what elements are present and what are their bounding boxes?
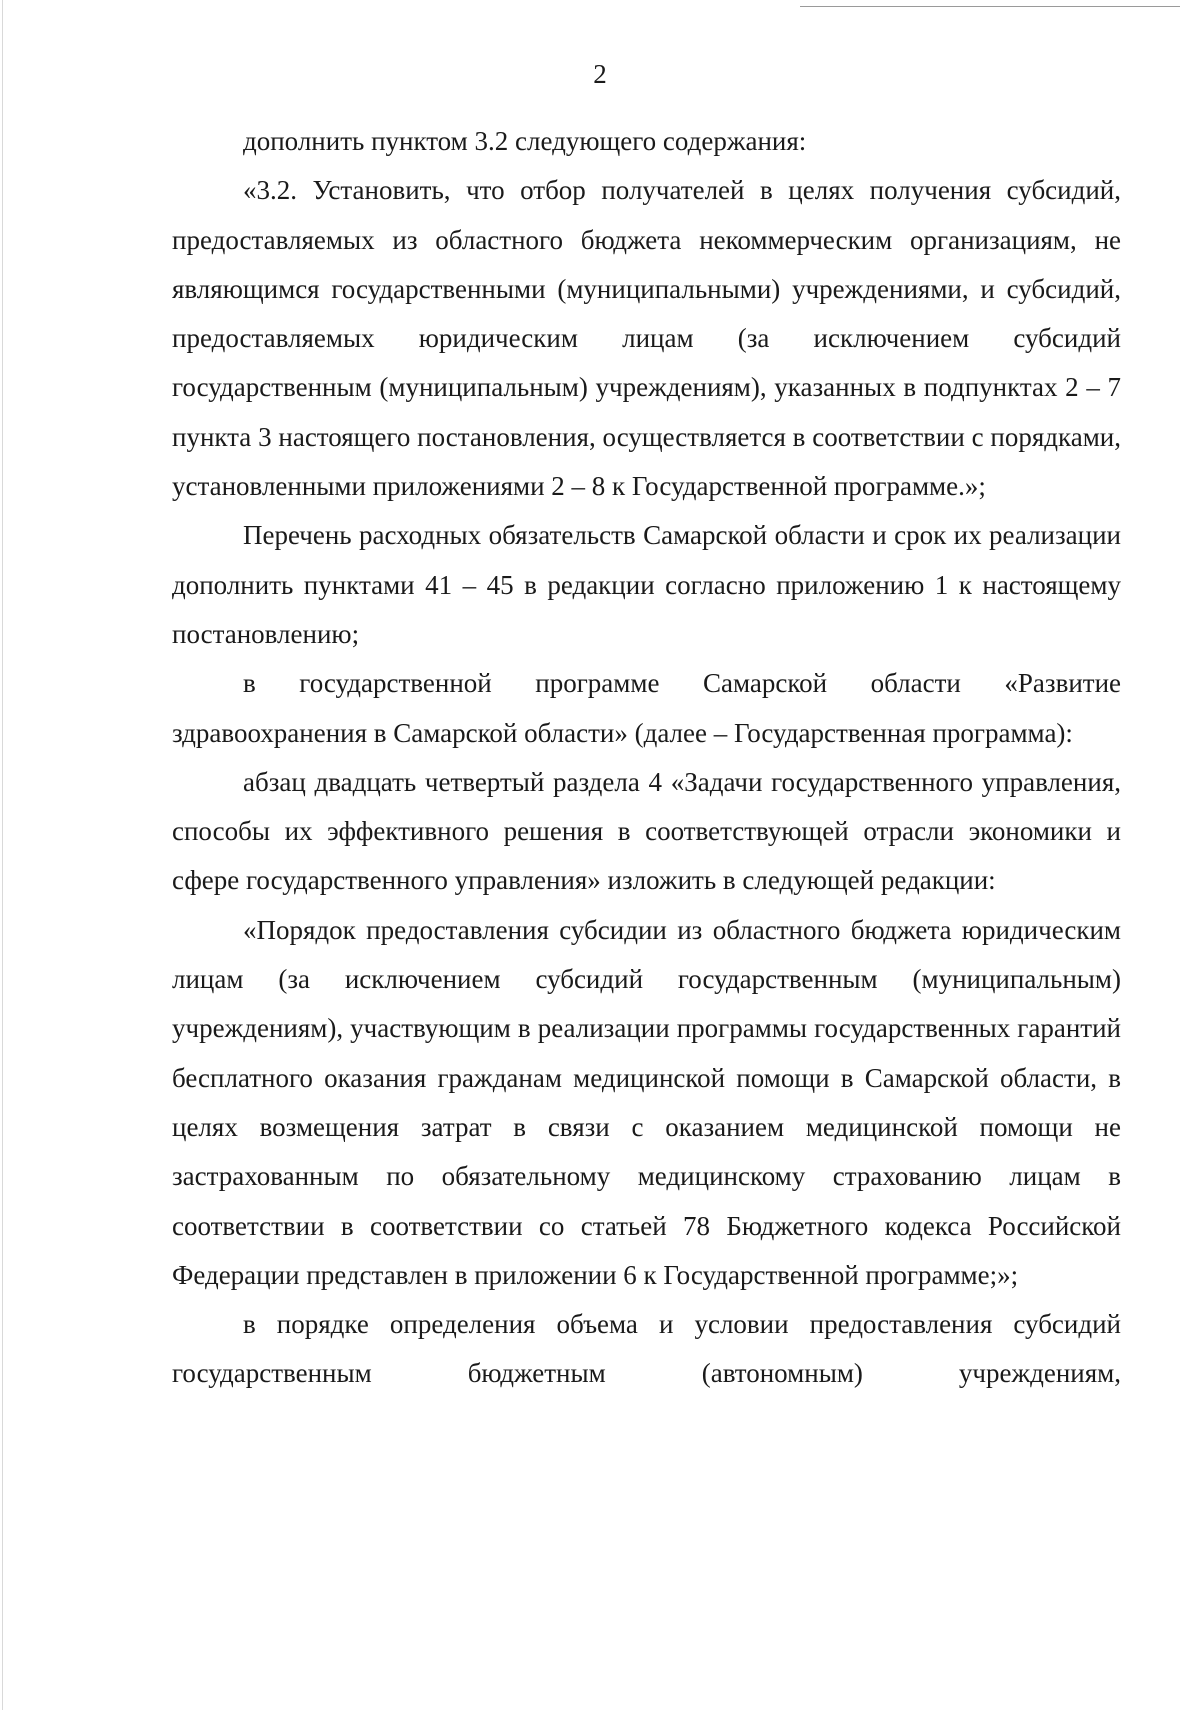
paragraph-state-program: в государственной программе Самарской области «Развитие здравоохранения в Самарской области» (далее – Государственная программа): (172, 668, 1121, 748)
paragraph-section-4: абзац двадцать четвертый раздела 4 «Задачи государственного управления, способы их эффективного решения в соответствующей отрасли экономики и сфере государственного управления» изложить в следующей редакции: (172, 766, 1121, 896)
paragraph-obligations-list: Перечень расходных обязательств Самарской области и срок их реализации дополнить пунктами 41 – 45 в редакции согласно приложению 1 к настоящему постановлению; (172, 520, 1121, 649)
scan-artifact-line (800, 6, 1180, 7)
document-body (172, 117, 1121, 1399)
page-number: 2 (593, 59, 607, 89)
scan-edge (2, 0, 3, 1710)
paragraph-clause-3-2: «3.2. Установить, что отбор получателей в целях получения субсидий, предоставляемых из областного бюджета некоммерческим организациям, не являющимся государственными (муниципальными) учреждениями, и субсидий, предоставляемых юридическим лицам (за исключением субсидий государственным (муниципальным) учреждениям), указанных в подпунктах 2 – 7 пункта 3 настоящего постановления, осуществляется в соответствии с порядками, установленными приложениями 2 – 8 к Государственной программе.»; (172, 175, 1121, 502)
paragraph-subsidy-procedure: «Порядок предоставления субсидии из областного бюджета юридическим лицам (за исключением субсидий государственным (муниципальным) учреждениям), участвующим в реализации программы государственных гарантий бесплатного оказания гражданам медицинской помощи в Самарской области, в целях возмещения затрат в связи с оказанием медицинской помощи не застрахованным по обязательному медицинскому страхованию лицам в соответствии в соответствии со статьей 78 Бюджетного кодекса Российской Федерации представлен в приложении 6 к Государственной программе;»; (172, 914, 1121, 1290)
paragraph-amend-intro: дополнить пунктом 3.2 следующего содержания: (243, 126, 807, 156)
paragraph-volume-procedure: в порядке определения объема и условии предоставления субсидий государственным бюджетным (автономным) учреждениям, (172, 1309, 1121, 1389)
